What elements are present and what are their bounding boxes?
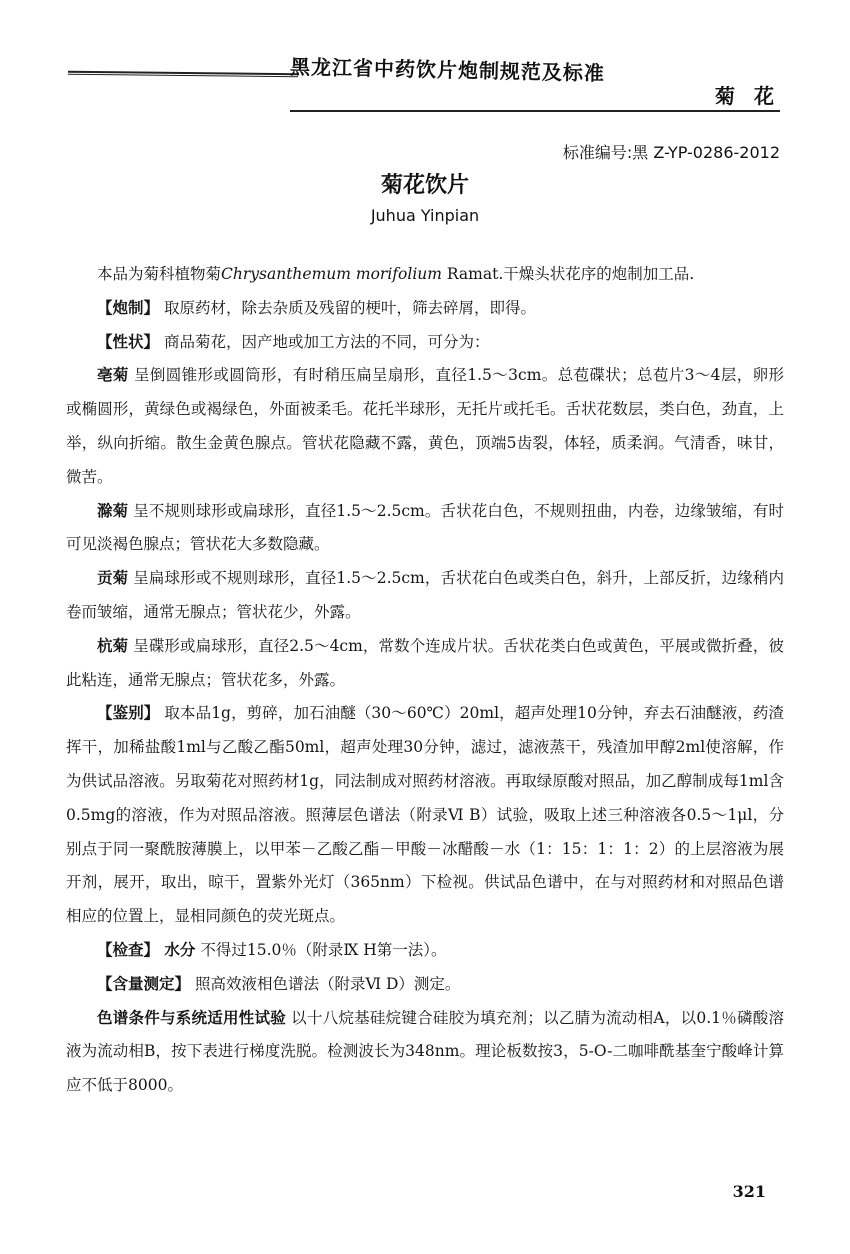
page-title: 菊花饮片 (380, 173, 469, 198)
processing-text: 取原药材，除去杂质及残留的梗叶，筛去碎屑，即得。 (159, 298, 536, 317)
variety-paragraph (66, 359, 784, 494)
variety-paragraph (66, 630, 784, 698)
chromatography-paragraph (66, 1002, 784, 1103)
variety-name: 滁菊 (97, 501, 129, 520)
book-title: 黑龙江省中药饮片炮制规范及标准 (289, 54, 606, 86)
inspection-paragraph (66, 934, 784, 968)
identification-text: 取本品1g，剪碎，加石油醚（30～60℃）20ml，超声处理10分钟，弃去石油醚液，药渣挥干，加稀盐酸1ml与乙酸乙酯50ml，超声处理30分钟，滤过，滤液蒸干，残渣加甲醇2ml使溶解，作为供试品溶液。另取菊花对照药材1g，同法制成对照药材溶液。再取绿原酸对照品，加乙醇制成每1ml含0.5mg的溶液，作为对照品溶液。照薄层色谱法（附录Ⅵ B）试验，吸取上述三种溶液各0.5～1μl，分别点于同一聚酰胺薄膜上，以甲苯－乙酸乙酯－甲酸－冰醋酸－水（1：15：1：1：2）的上层溶液为展开剂，展开，取出，晾干，置紫外光灯（365nm）下检视。供试品色谱中，在与对照药材和对照品色谱相应的位置上，显相同颜色的荧光斑点。 (66, 704, 784, 926)
processing-tag: 【炮制】 (97, 298, 160, 317)
variety-paragraph (66, 495, 784, 563)
page-subtitle: Juhua Yinpian (370, 206, 480, 225)
chromatography-text: 以十八烷基硅烷键合硅胶为填充剂；以乙腈为流动相A，以0.1％磷酸溶液为流动相B，按下表进行梯度洗脱。检测波长为348nm。理论板数按3，5-O-二咖啡酰基奎宁酸峰计算应不低于8000。 (66, 1008, 784, 1095)
page-number: 321 (732, 1182, 766, 1201)
variety-name: 贡菊 (97, 569, 129, 588)
standard-code: 标准编号:黑 Z-YP-0286-2012 (562, 143, 780, 162)
variety-text: 呈扁球形或不规则球形，直径1.5～2.5cm，舌状花白色或类白色，斜升，上部反折，边缘稍内卷而皱缩，通常无腺点；管状花少，外露。 (66, 569, 784, 621)
section-title: 菊 花 (715, 84, 780, 108)
processing-paragraph (66, 292, 784, 326)
identification-tag: 【鉴别】 (97, 704, 160, 723)
inspection-item: 水分 (159, 940, 196, 959)
source-post: Ramat.干燥头状花序的炮制加工品. (441, 265, 695, 283)
character-paragraph (66, 326, 784, 360)
variety-name: 亳菊 (97, 366, 129, 385)
assay-paragraph (66, 968, 784, 1002)
source-pre: 本品为菊科植物菊 (97, 265, 222, 283)
variety-text: 呈倒圆锥形或圆筒形，有时稍压扁呈扇形，直径1.5～3cm。总苞碟状；总苞片3～4层，卵形或椭圆形，黄绿色或褐绿色，外面被柔毛。花托半球形，无托片或托毛。舌状花数层，类白色，劲直，上举，纵向折缩。散生金黄色腺点。管状花隐藏不露，黄色，顶端5齿裂，体轻，质柔润。气清香，味甘，微苦。 (66, 366, 784, 486)
inspection-tag: 【检查】 (97, 940, 160, 959)
character-tag: 【性状】 (97, 332, 160, 351)
header-rule-bottom (290, 110, 780, 112)
variety-paragraph (66, 562, 784, 630)
chromatography-heading: 色谱条件与系统适用性试验 (97, 1008, 286, 1027)
latin-name: Chrysanthemum morifolium (221, 265, 442, 283)
inspection-text: 不得过15.0％（附录Ⅸ H第一法）。 (195, 940, 447, 959)
variety-text: 呈碟形或扁球形，直径2.5～4cm，常数个连成片状。舌状花类白色或黄色，平展或微折叠，彼此粘连，通常无腺点；管状花多，外露。 (66, 636, 784, 689)
source-paragraph (66, 258, 784, 292)
assay-tag: 【含量测定】 (97, 974, 191, 993)
variety-name: 杭菊 (97, 636, 129, 655)
monograph-body (66, 258, 784, 1103)
character-text: 商品菊花，因产地或加工方法的不同，可分为： (159, 332, 490, 351)
assay-text: 照高效液相色谱法（附录Ⅵ D）测定。 (190, 974, 461, 993)
variety-text: 呈不规则球形或扁球形，直径1.5～2.5cm。舌状花白色，不规则扭曲，内卷，边缘皱缩，有时可见淡褐色腺点；管状花大多数隐藏。 (66, 501, 784, 554)
running-header (68, 50, 780, 110)
identification-paragraph (66, 697, 784, 934)
